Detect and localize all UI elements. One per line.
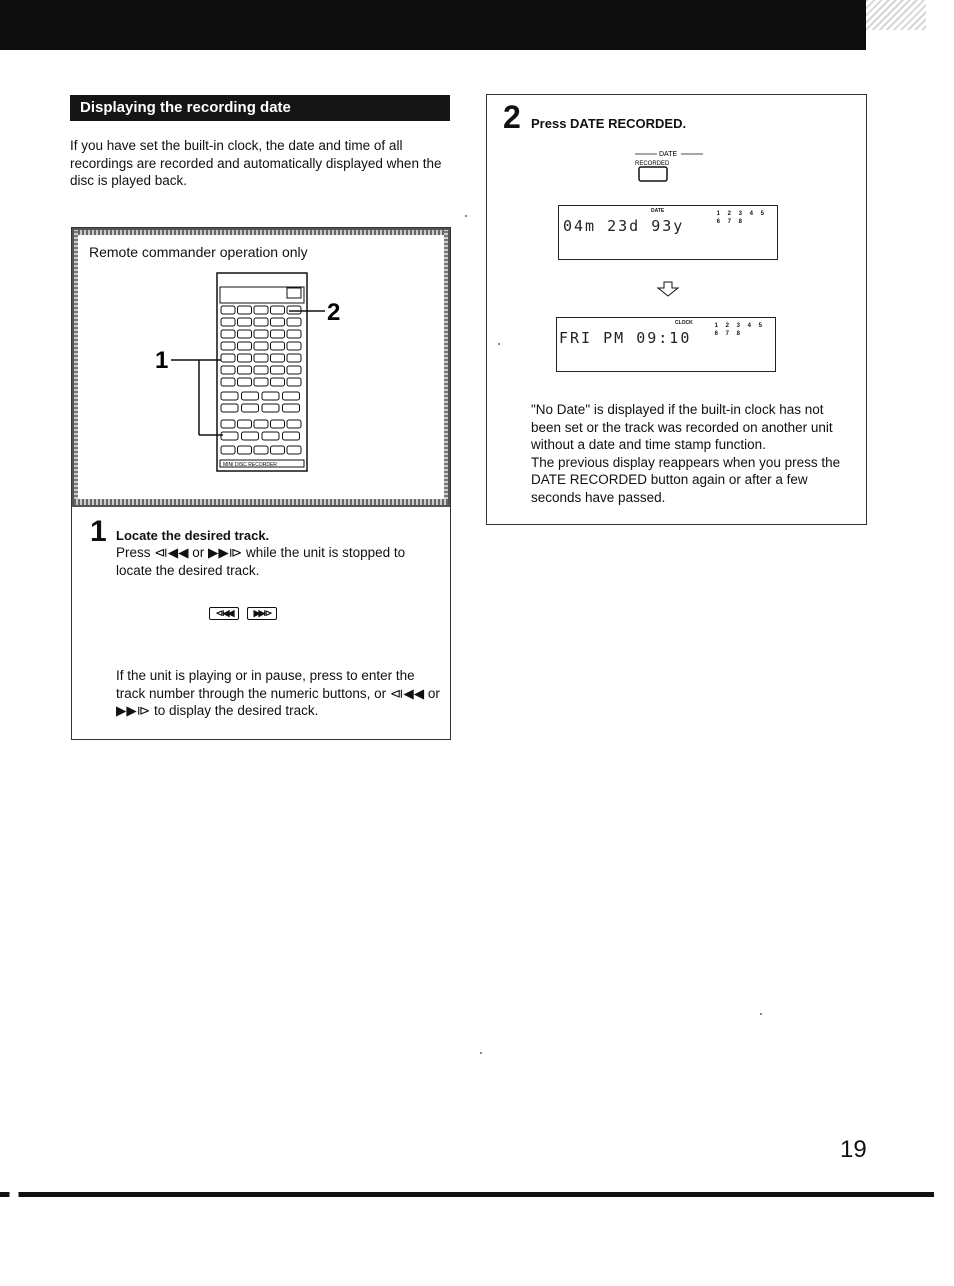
- track-number-indicators: [717, 210, 767, 226]
- remote-button: [287, 318, 301, 326]
- remote-button: [238, 366, 252, 374]
- remote-button: [254, 330, 268, 338]
- remote-button: [238, 318, 252, 326]
- remote-button: [254, 318, 268, 326]
- scan-speck: [480, 1052, 482, 1054]
- remote-button: [271, 420, 285, 428]
- section-title: Displaying the recording date: [70, 95, 450, 121]
- remote-button: [271, 366, 285, 374]
- step2-note: "No Date" is displayed if the built-in clock has not been set or the track was recorded on another unit without a date and time stamp function. The previous display reappears when you press the DATE RECORDED button again or after a few seconds have passed.: [531, 402, 841, 505]
- date-label: DATE: [659, 151, 678, 158]
- track-nums-row1: 1 2 3 4 5: [714, 323, 765, 329]
- remote-button: [287, 446, 301, 454]
- remote-button: [271, 342, 285, 350]
- remote-button: [238, 446, 252, 454]
- remote-button: [271, 354, 285, 362]
- remote-button: [271, 378, 285, 386]
- header-bar-edge: [866, 0, 926, 30]
- remote-button: [242, 432, 259, 440]
- display-date-text: 04m 23d 93y: [563, 217, 685, 235]
- step1-note: If the unit is playing or in pause, press to enter the track number through the numeric buttons, or ⧏◀◀ or ▶▶⧐ to display the desired track.: [116, 668, 440, 718]
- remote-button: [221, 330, 235, 338]
- remote-button: [221, 318, 235, 326]
- remote-button: [238, 330, 252, 338]
- date-indicator: DATE: [651, 208, 665, 214]
- remote-button: [271, 446, 285, 454]
- remote-button: [271, 330, 285, 338]
- remote-button: [238, 378, 252, 386]
- page-number: 19: [840, 1136, 867, 1163]
- remote-operation-label: Remote commander operation only: [89, 244, 308, 260]
- remote-button: [242, 404, 259, 412]
- recorded-label: RECORDED: [635, 161, 670, 167]
- remote-button: [283, 392, 300, 400]
- remote-button: [242, 392, 259, 400]
- remote-button: [221, 354, 235, 362]
- remote-button: [283, 404, 300, 412]
- scan-speck: [760, 1013, 762, 1015]
- remote-button: [221, 404, 238, 412]
- date-recorded-button[interactable]: [639, 167, 667, 181]
- remote-button: [287, 378, 301, 386]
- remote-panel: [72, 228, 450, 507]
- next-track-button[interactable]: ▶▶⧐: [247, 607, 277, 620]
- remote-button: [262, 432, 279, 440]
- remote-button: [283, 432, 300, 440]
- track-nums-row1: 1 2 3 4 5: [716, 211, 767, 217]
- remote-button: [221, 378, 235, 386]
- footer-rule: [0, 1192, 934, 1197]
- callout-1-label: 1: [155, 347, 169, 374]
- remote-button: [287, 306, 301, 314]
- remote-button: [287, 330, 301, 338]
- remote-button: [221, 446, 235, 454]
- display-clock: [556, 317, 776, 372]
- step1-box: [71, 227, 451, 740]
- down-arrow-icon: [655, 281, 681, 297]
- date-recorded-button-illustration: [635, 147, 715, 183]
- remote-name: MINI DISC RECORDER: [223, 462, 277, 468]
- header-bar: [0, 0, 866, 50]
- remote-button: [238, 354, 252, 362]
- remote-button: [271, 318, 285, 326]
- remote-button: [287, 420, 301, 428]
- intro-text: If you have set the built-in clock, the date and time of all recordings are recorded and automatically displayed when the disc is played back.: [70, 138, 442, 188]
- step1-number: 1: [90, 515, 107, 548]
- remote-button: [271, 306, 285, 314]
- remote-button: [254, 378, 268, 386]
- remote-button: [254, 366, 268, 374]
- callout-2-label: 2: [327, 299, 341, 326]
- down-arrow-shape: [658, 282, 678, 296]
- previous-track-button[interactable]: ⧏◀◀: [209, 607, 239, 620]
- remote-button: [287, 354, 301, 362]
- remote-button: [221, 342, 235, 350]
- remote-button: [221, 366, 235, 374]
- remote-button: [254, 420, 268, 428]
- display-date: [558, 205, 778, 260]
- remote-button: [221, 306, 235, 314]
- scan-speck: [498, 343, 500, 345]
- remote-commander-illustration: [149, 270, 449, 475]
- step2-title: Press DATE RECORDED.: [531, 116, 687, 131]
- remote-button: [254, 354, 268, 362]
- remote-button: [262, 392, 279, 400]
- remote-button: [254, 446, 268, 454]
- clock-indicator: CLOCK: [675, 320, 693, 326]
- remote-button: [238, 306, 252, 314]
- step2-box: [486, 94, 867, 525]
- track-nums-row2: 6 7 8: [714, 331, 743, 337]
- remote-button: [262, 404, 279, 412]
- remote-button: [221, 392, 238, 400]
- remote-button: [287, 366, 301, 374]
- scan-speck: [465, 215, 467, 217]
- panel-border-left: [74, 230, 78, 505]
- step1-title: Locate the desired track.: [116, 528, 270, 543]
- remote-button: [254, 342, 268, 350]
- display-clock-text: FRI PM 09:10: [559, 329, 692, 347]
- track-nums-row2: 6 7 8: [716, 219, 745, 225]
- remote-button: [238, 342, 252, 350]
- track-number-indicators: [715, 322, 765, 338]
- remote-button: [287, 342, 301, 350]
- remote-button: [238, 420, 252, 428]
- remote-button: [221, 420, 235, 428]
- remote-button: [221, 432, 238, 440]
- step2-number: 2: [503, 99, 521, 135]
- track-buttons: [209, 607, 277, 620]
- remote-button: [254, 306, 268, 314]
- step1-text: Press ⧏◀◀ or ▶▶⧐ while the unit is stopped to locate the desired track.: [116, 545, 406, 578]
